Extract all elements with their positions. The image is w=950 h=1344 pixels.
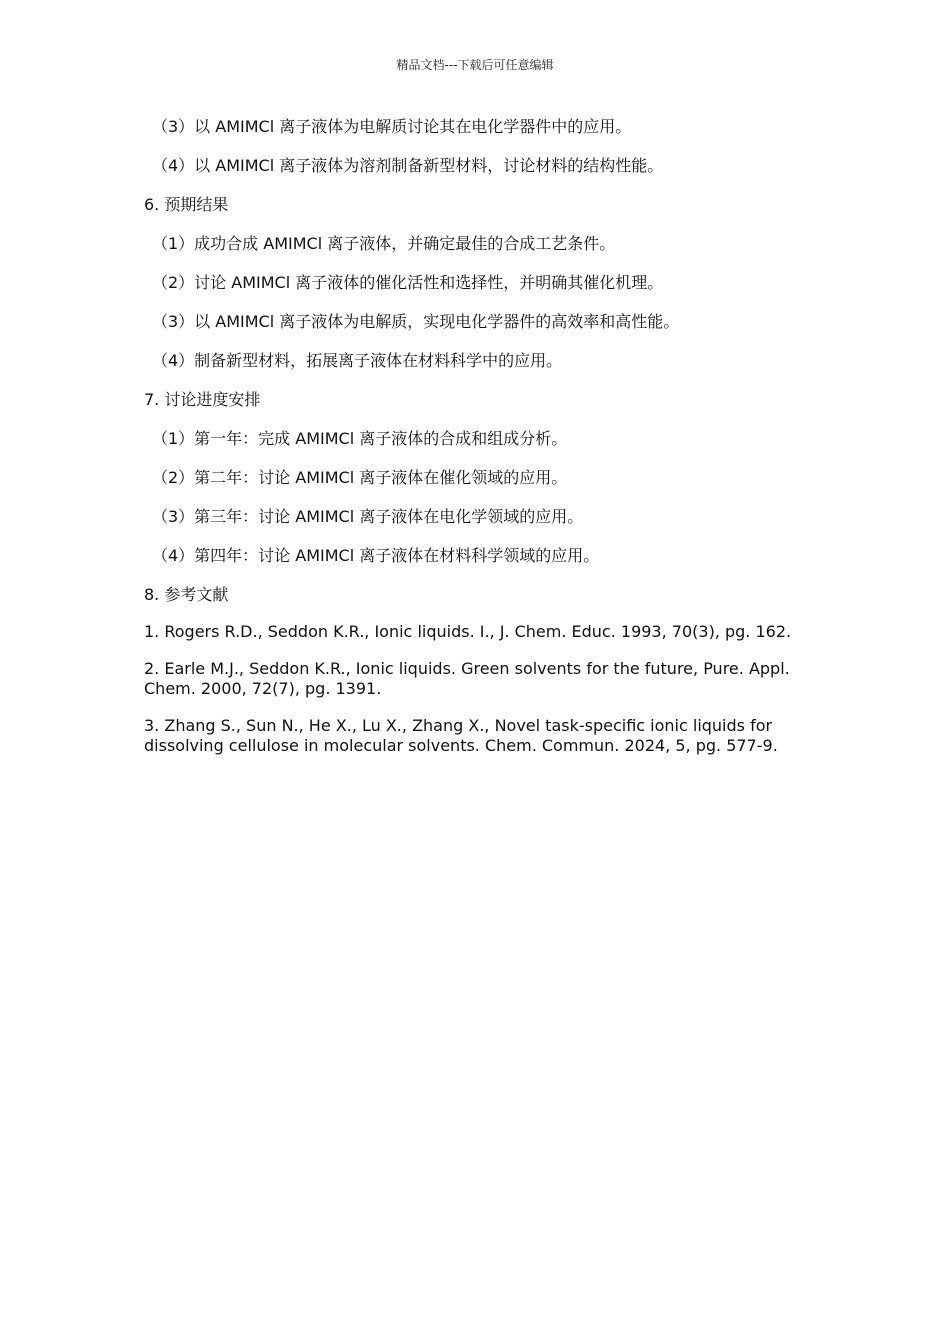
section-heading-schedule: 7. 讨论进度安排 — [144, 390, 261, 409]
list-item: （3）第三年：讨论 AMIMCl 离子液体在电化学领域的应用。 — [152, 507, 584, 526]
list-item: （4）制备新型材料，拓展离子液体在材料科学中的应用。 — [152, 351, 563, 370]
list-item: （4）第四年：讨论 AMIMCl 离子液体在材料科学领域的应用。 — [152, 546, 600, 565]
reference-list — [144, 622, 809, 756]
reference-item: 1. Rogers R.D., Seddon K.R., Ionic liquids. I., J. Chem. Educ. 1993, 70(3), pg. 162. — [144, 622, 792, 641]
reference-item: 3. Zhang S., Sun N., He X., Lu X., Zhang X., Novel task-specific ionic liquids for dissolving cellulose in molecular solvents. Chem. Commun. 2024, 5, pg. 577-9. — [144, 716, 778, 755]
list-item: （3）以 AMIMCl 离子液体为电解质，实现电化学器件的高效率和高性能。 — [152, 312, 680, 331]
list-item: （2）讨论 AMIMCl 离子液体的催化活性和选择性，并明确其催化机理。 — [152, 273, 664, 292]
list-item: （2）第二年：讨论 AMIMCl 离子液体在催化领域的应用。 — [152, 468, 568, 487]
reference-item: 2. Earle M.J., Seddon K.R., Ionic liquids. Green solvents for the future, Pure. Appl. Chem. 2000, 72(7), pg. 1391. — [144, 659, 790, 698]
list-item: （4）以 AMIMCl 离子液体为溶剂制备新型材料，讨论材料的结构性能。 — [152, 156, 664, 175]
list-item: （1）第一年：完成 AMIMCl 离子液体的合成和组成分析。 — [152, 429, 568, 448]
page-header: 精品文档---下载后可任意编辑 — [396, 58, 554, 72]
document-body — [144, 116, 809, 773]
list-item: （1）成功合成 AMIMCl 离子液体，并确定最佳的合成工艺条件。 — [152, 234, 616, 253]
list-item: （3）以 AMIMCl 离子液体为电解质讨论其在电化学器件中的应用。 — [152, 117, 632, 136]
section-heading-expected-results: 6. 预期结果 — [144, 195, 229, 214]
section-heading-references: 8. 参考文献 — [144, 585, 229, 604]
